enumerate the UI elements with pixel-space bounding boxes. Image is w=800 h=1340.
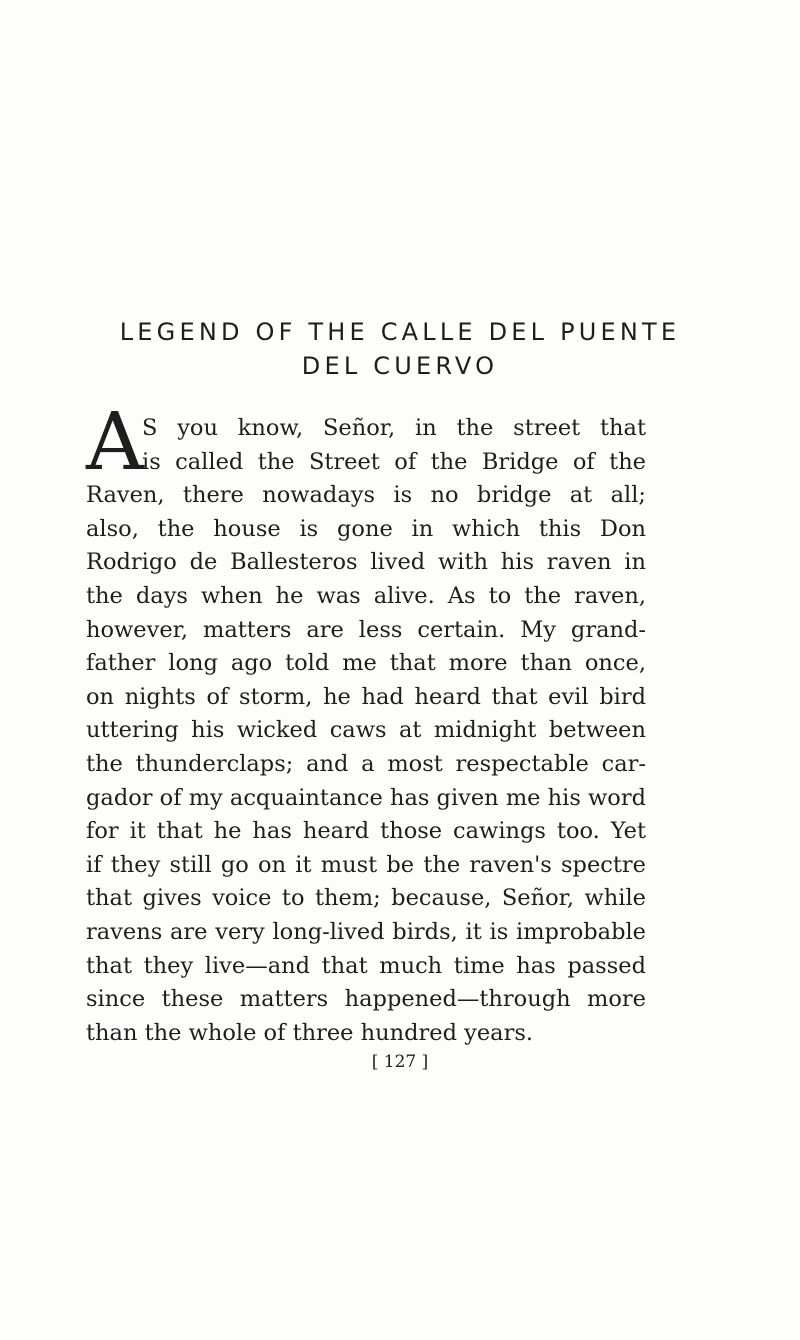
- text-line: also, the house is gone in which this Don: [86, 515, 646, 542]
- text-line: if they still go on it must be the raven's spectre: [86, 851, 646, 878]
- text-line: Rodrigo de Ballesteros lived with his raven in: [86, 549, 646, 576]
- text-line: S you know, Señor, in the street that: [142, 415, 646, 441]
- text-line: however, matters are less certain. My grand-: [86, 616, 646, 643]
- text-line: uttering his wicked caws at midnight between: [86, 717, 646, 744]
- text-line: father long ago told me that more than once,: [86, 650, 646, 677]
- page-number: [ 127 ]: [371, 1052, 429, 1072]
- text-line: than the whole of three hundred years.: [86, 1019, 534, 1046]
- text-line: for it that he has heard those cawings too. Yet: [86, 818, 646, 845]
- text-line: Raven, there nowadays is no bridge at all;: [86, 482, 646, 509]
- text-line: on nights of storm, he had heard that evil bird: [86, 683, 646, 710]
- chapter-title-line-1: LEGEND OF THE CALLE DEL PUENTE: [119, 318, 681, 346]
- text-line: since these matters happened—through more: [86, 986, 646, 1013]
- text-line: gador of my acquaintance has given me his word: [86, 784, 646, 811]
- text-line: the thunderclaps; and a most respectable car-: [86, 750, 646, 777]
- text-line: is called the Street of the Bridge of the: [142, 448, 646, 475]
- text-line: that gives voice to them; because, Señor, while: [86, 885, 646, 912]
- body-paragraph: [86, 412, 646, 1050]
- text-line: that they live—and that much time has passed: [86, 952, 646, 979]
- text-line: the days when he was alive. As to the raven,: [86, 582, 646, 609]
- text-line: ravens are very long-lived birds, it is improbable: [86, 918, 646, 945]
- drop-cap: A: [86, 395, 144, 488]
- chapter-title-line-2: DEL CUERVO: [301, 352, 499, 380]
